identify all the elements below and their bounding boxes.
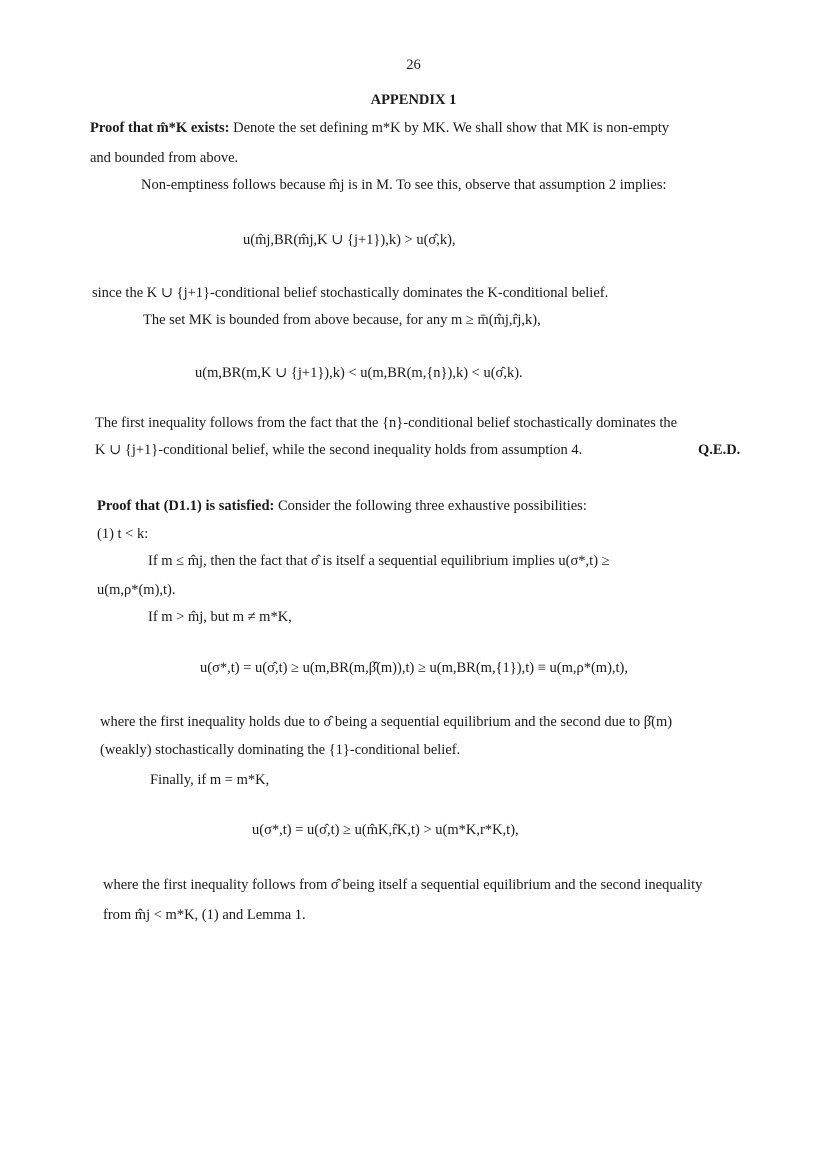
page-number: 26 [406,57,421,73]
proof2-line3: If m > m̂j, but m ≠ m*K, [148,609,292,625]
proof2-eq1: u(σ*,t) = u(σ̂,t) ≥ u(m,BR(m,β̂(m)),t) ≥ u(m,BR(m,{1}),t) ≡ u(m,ρ*(m),t), [200,660,629,676]
proof1-line4: The first inequality follows from the fact that the {n}-conditional belief stochastically dominates the [95,415,678,431]
case1-label: (1) t < k: [97,526,149,542]
proof2-line8: from m̂j < m*K, (1) and Lemma 1. [103,907,306,923]
proof2-line6: Finally, if m = m*K, [150,772,270,788]
proof2-intro: Consider the following three exhaustive possibilities: [277,498,587,514]
proof1-eq1: u(m̂j,BR(m̂j,K ∪ {j+1}),k) > u(σ̂,k), [243,232,456,248]
proof2-eq2: u(σ*,t) = u(σ̂,t) ≥ u(m̂K,r̂K,t) > u(m*K,r*K,t), [252,822,519,838]
proof1-label: Proof that m̂*K exists: [90,120,230,136]
proof1-para3: The set MK is bounded from above because, for any m ≥ m̄(m̂j,r̂j,k), [143,312,541,328]
proof2-label: Proof that (D1.1) is satisfied: [97,498,275,514]
proof1-eq2: u(m,BR(m,K ∪ {j+1}),k) < u(m,BR(m,{n}),k) < u(σ̂,k). [195,365,523,381]
proof1-line5: K ∪ {j+1}-conditional belief, while the second inequality holds from assumption 4. [95,442,583,458]
appendix-heading: APPENDIX 1 [370,92,457,108]
proof2-line2: u(m,ρ*(m),t). [97,582,176,598]
proof2-line4: where the first inequality holds due to σ̂ being a sequential equilibrium and the second due to β̂(m) [100,714,673,730]
proof1-line1: Denote the set defining m*K by MK. We shall show that MK is non-empty [233,120,670,136]
proof1-line2: and bounded from above. [90,150,239,166]
qed-mark: Q.E.D. [698,442,741,458]
proof1-line3: since the K ∪ {j+1}-conditional belief stochastically dominates the K-conditional belief. [92,285,609,301]
proof1-para2: Non-emptiness follows because m̂j is in M. To see this, observe that assumption 2 implies: [141,177,667,193]
proof2-paragraph [97,498,587,515]
proof2-line5: (weakly) stochastically dominating the {1}-conditional belief. [100,742,461,758]
proof1-paragraph [90,120,669,137]
proof2-line1: If m ≤ m̂j, then the fact that σ̂ is itself a sequential equilibrium implies u(σ*,t) ≥ [148,553,610,569]
proof2-line7: where the first inequality follows from σ̂ being itself a sequential equilibrium and the second inequality [103,877,703,893]
